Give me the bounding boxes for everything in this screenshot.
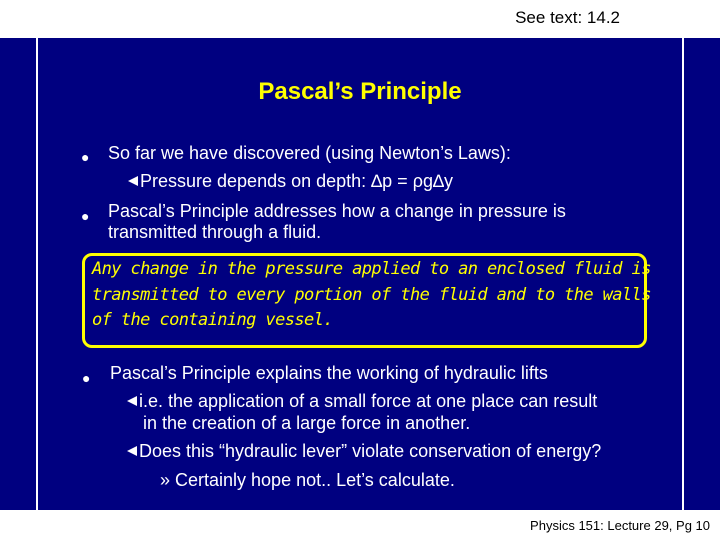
sub-item-energy-text: Does this “hydraulic lever” violate conservation of energy? bbox=[139, 441, 602, 461]
bullet-2-text-line2: transmitted through a fluid. bbox=[108, 222, 322, 242]
sub-item-small-force-text: i.e. the application of a small force at one place can result bbox=[139, 391, 598, 411]
sub-item-pressure-text: Pressure depends on depth: ∆p = ρg∆y bbox=[140, 171, 453, 191]
bullet-dot-icon: ● bbox=[81, 208, 90, 224]
sub-item-pressure bbox=[128, 171, 453, 192]
bullet-dot-icon: ● bbox=[81, 149, 90, 165]
lecture-footer: Physics 151: Lecture 29, Pg 10 bbox=[530, 518, 710, 533]
callout-line-2: transmitted to every portion of the fluid and to the walls bbox=[92, 285, 651, 305]
sub-item-small-force-cont: in the creation of a large force in another. bbox=[143, 413, 471, 433]
callout-line-3: of the containing vessel. bbox=[92, 310, 333, 330]
slide-title: Pascal’s Principle bbox=[258, 78, 462, 105]
arrow-left-icon bbox=[127, 396, 137, 406]
sub-item-energy bbox=[127, 441, 601, 462]
arrow-left-icon bbox=[128, 176, 138, 186]
bullet-2-text-line1: Pascal’s Principle addresses how a change in pressure is bbox=[108, 201, 566, 221]
sub-item-small-force bbox=[127, 391, 597, 412]
subsub-item-answer: » Certainly hope not.. Let’s calculate. bbox=[160, 470, 455, 490]
bullet-1-text: So far we have discovered (using Newton’s Laws): bbox=[108, 143, 511, 163]
callout-line-1: Any change in the pressure applied to an enclosed fluid is bbox=[92, 259, 651, 279]
text-reference: See text: 14.2 bbox=[515, 8, 620, 27]
bullet-dot-icon: ● bbox=[82, 370, 91, 386]
arrow-left-icon bbox=[127, 446, 137, 456]
bullet-3-text: Pascal’s Principle explains the working of hydraulic lifts bbox=[110, 363, 548, 383]
